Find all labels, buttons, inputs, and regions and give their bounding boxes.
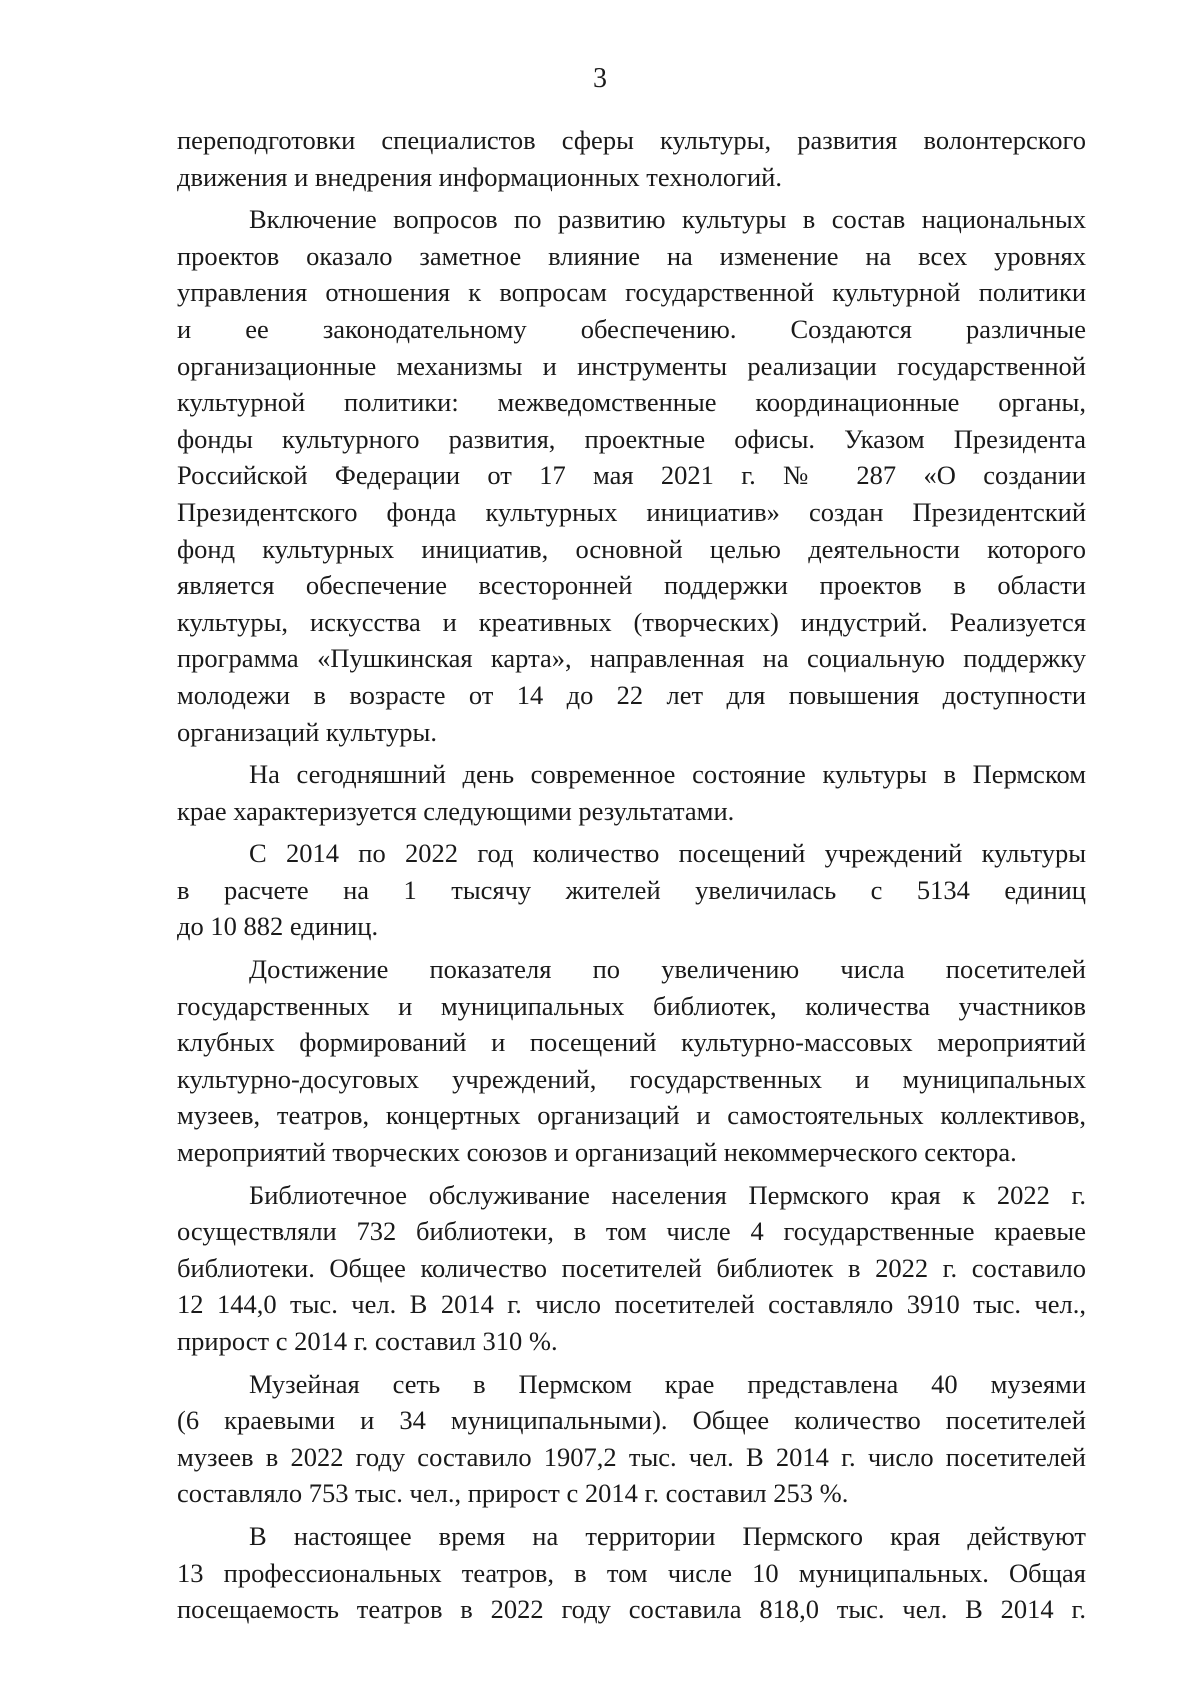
text-line: проектов оказало заметное влияние на изменение на всех уровнях — [177, 240, 1086, 271]
text-line: прирост с 2014 г. составил 310 %. — [177, 1326, 558, 1356]
paragraph — [177, 122, 1086, 195]
page-number: 3 — [593, 63, 607, 94]
text-line: Музейная сеть в Пермском крае представлена 40 музеями — [249, 1368, 1086, 1399]
text-line: фонд культурных инициатив, основной целью деятельности которого — [177, 533, 1086, 564]
text-line: На сегодняшний день современное состояние культуры в Пермском — [249, 759, 1086, 790]
text-line: движения и внедрения информационных технологий. — [177, 161, 782, 192]
text-line: организаций культуры. — [177, 716, 437, 747]
document-body — [177, 122, 1086, 1628]
paragraph — [177, 1177, 1086, 1360]
text-line: и ее законодательному обеспечению. Создаются различные — [177, 313, 1086, 344]
text-line: крае характеризуется следующими результатами. — [177, 795, 735, 826]
text-line: Включение вопросов по развитию культуры в состав национальных — [249, 204, 1086, 235]
text-line: в расчете на 1 тысячу жителей увеличилась с 5134 единиц — [177, 874, 1086, 905]
text-line: фонды культурного развития, проектные офисы. Указом Президента — [177, 423, 1086, 454]
text-line: составляло 753 тыс. чел., прирост с 2014 г. составил 253 %. — [177, 1478, 849, 1509]
text-line: до 10 882 единиц. — [177, 911, 379, 942]
text-line: программа «Пушкинская карта», направленная на социальную поддержку — [177, 643, 1086, 674]
text-line: Достижение показателя по увеличению числа посетителей — [249, 954, 1086, 985]
paragraph — [177, 201, 1086, 750]
text-line: молодежи в возрасте от 14 до 22 лет для повышения доступности — [177, 679, 1086, 710]
text-line: Президентского фонда культурных инициатив» создан Президентский — [177, 496, 1086, 527]
paragraph — [177, 1366, 1086, 1512]
text-line: культуры, искусства и креативных (творческих) индустрий. Реализуется — [177, 606, 1086, 637]
text-line: (6 краевыми и 34 муниципальными). Общее количество посетителей — [177, 1405, 1086, 1436]
paragraph — [177, 1518, 1086, 1628]
paragraph — [177, 835, 1086, 945]
text-line: государственных и муниципальных библиотек, количества участников — [177, 990, 1086, 1021]
text-line: осуществляли 732 библиотеки, в том числе 4 государственные краевые — [177, 1216, 1086, 1247]
text-line: В настоящее время на территории Пермского края действуют — [249, 1520, 1086, 1551]
text-line: переподготовки специалистов сферы культуры, развития волонтерского — [177, 125, 1086, 155]
paragraph — [177, 756, 1086, 829]
paragraph — [177, 951, 1086, 1171]
text-line: организационные механизмы и инструменты реализации государственной — [177, 350, 1086, 381]
text-line: Библиотечное обслуживание населения Пермского края к 2022 г. — [249, 1179, 1086, 1210]
text-line: Российской Федерации от 17 мая 2021 г. № 287 «О создании — [177, 460, 1086, 491]
text-line: управления отношения к вопросам государственной культурной политики — [177, 277, 1086, 308]
text-line: музеев в 2022 году составило 1907,2 тыс. чел. В 2014 г. число посетителей — [177, 1441, 1086, 1472]
text-line: музеев, театров, концертных организаций и самостоятельных коллективов, — [177, 1100, 1086, 1131]
text-line: посещаемость театров в 2022 году составила 818,0 тыс. чел. В 2014 г. — [177, 1594, 1086, 1625]
text-line: культурной политики: межведомственные координационные органы, — [177, 387, 1086, 418]
text-line: клубных формирований и посещений культурно-массовых мероприятий — [177, 1027, 1086, 1058]
text-line: мероприятий творческих союзов и организаций некоммерческого сектора. — [177, 1137, 1017, 1168]
text-line: 13 профессиональных театров, в том числе 10 муниципальных. Общая — [177, 1557, 1086, 1588]
text-line: культурно-досуговых учреждений, государственных и муниципальных — [177, 1063, 1086, 1094]
text-line: 12 144,0 тыс. чел. В 2014 г. число посетителей составляло 3910 тыс. чел., — [177, 1289, 1086, 1320]
text-line: библиотеки. Общее количество посетителей библиотек в 2022 г. составило — [177, 1252, 1086, 1283]
text-line: С 2014 по 2022 год количество посещений учреждений культуры — [249, 838, 1086, 869]
text-line: является обеспечение всесторонней поддержки проектов в области — [177, 570, 1086, 601]
